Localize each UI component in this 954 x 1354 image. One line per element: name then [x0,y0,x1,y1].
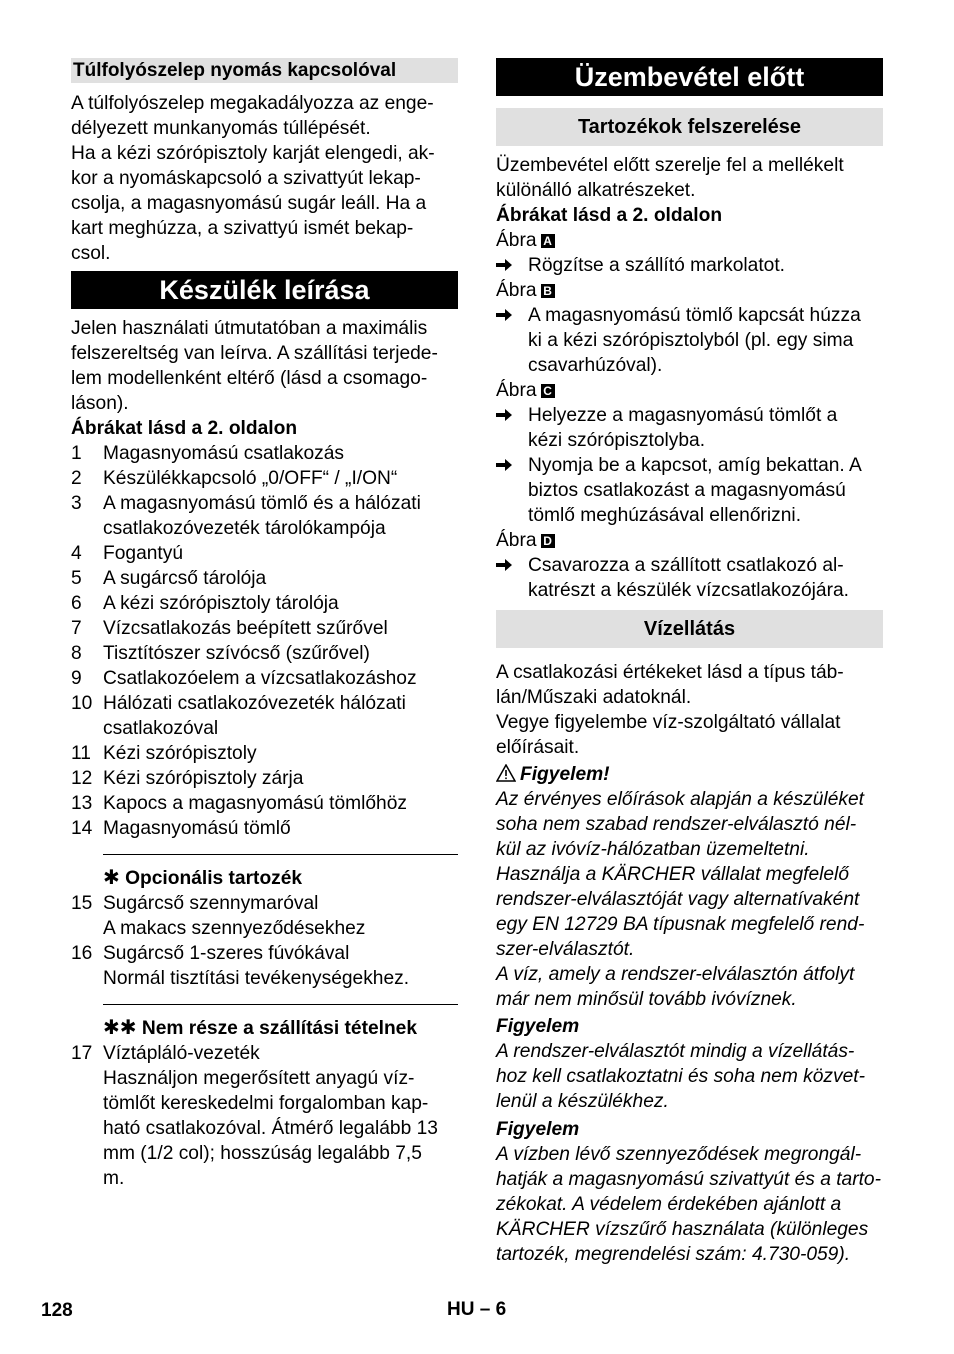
caution-text [496,1142,883,1267]
figure-letter-badge: D [541,534,555,548]
warning-heading [496,762,883,787]
item-text: Kapocs a magasnyomású tömlőhöz [103,793,407,814]
separator-line [103,1004,458,1005]
list-item [71,691,458,741]
item-text: Sugárcső szennymaróval [103,893,319,914]
water-supply-heading: Vízellátás [496,610,883,648]
instruction-step [496,253,883,278]
text-line: A víz, amely a rendszer-elválasztón átfolyt [496,964,855,985]
item-number: 8 [71,643,82,664]
item-text: Sugárcső 1-szeres fúvókával [103,943,350,964]
item-number: 9 [71,668,82,689]
step-text: Nyomja be a kapcsot, amíg bekattan. A [528,455,862,476]
caution-label: Figyelem [496,1016,580,1037]
list-item [71,566,458,591]
list-item [71,791,458,816]
item-number: 1 [71,443,82,464]
text-line: KÄRCHER vízszűrő használata (különleges [496,1219,869,1240]
warning-text [496,787,883,1012]
text-line: Használja a KÄRCHER vállalat megfelelő [496,864,849,885]
warning-triangle-icon [496,762,520,787]
item-text: Normál tisztítási tevékenységekhez. [103,968,410,989]
text-line: Ha a kézi szórópisztoly karját elengedi, ak- [71,143,435,164]
text-line: Jelen használati útmutatóban a maximális [71,318,428,339]
figure-label [496,228,883,253]
page-number: 128 [41,1300,73,1321]
step-text: csavarhúzóval). [528,355,663,376]
text-line: kart meghúzza, a szivattyú ismét bekap- [71,218,414,239]
item-number: 15 [71,893,93,914]
list-item [71,591,458,616]
step-text: Rögzítse a szállító markolatot. [528,255,786,276]
list-item [71,941,458,991]
text-line: hatják a magasnyomású szivattyút és a tarto- [496,1169,881,1190]
figure-letter-badge: A [541,234,555,248]
text-line: lem modellenként eltérő (lásd a csomago- [71,368,428,389]
item-number: 4 [71,543,82,564]
asterisk-icon: ✱ [103,867,120,889]
item-number: 12 [71,768,93,789]
text-line: különálló alkatrészeket. [496,180,696,201]
text-line: szer-elválasztót. [496,939,635,960]
item-text: csatlakozóvezeték tárolókampója [103,518,386,539]
step-text: katrészt a készülék vízcsatlakozójára. [528,580,849,601]
list-item [71,641,458,666]
item-text: csatlakozóval [103,718,219,739]
item-number: 3 [71,493,82,514]
step-text: tömlő meghúzásával ellenőrizni. [528,505,802,526]
text-line: délyezett munkanyomás túllépését. [71,118,371,139]
instruction-step [496,303,883,378]
right-column [496,58,883,1267]
overflow-valve-heading: Túlfolyószelep nyomás kapcsolóval [71,58,458,83]
figure-word: Ábra [496,280,537,301]
separator-line [103,854,458,855]
text-line: egy EN 12729 BA típusnak megfelelő rend- [496,914,865,935]
parts-list [71,441,458,841]
item-text: Víztápláló-vezeték [103,1043,260,1064]
list-item [71,766,458,791]
item-text: Kézi szórópisztoly [103,743,257,764]
item-text: Tisztítószer szívócső (szűrővel) [103,643,370,664]
figure-word: Ábra [496,380,537,401]
caution-text [496,1039,883,1114]
text-line: A túlfolyószelep megakadályozza az enge- [71,93,434,114]
arrow-right-icon [496,553,528,603]
not-included-heading-text: Nem része a szállítási tételnek [141,1018,418,1039]
step-text: ki a kézi szórópisztolyból (pl. egy sima [528,330,854,351]
list-item [71,491,458,541]
text-line: hoz kell csatlakoztatni és soha nem közvet- [496,1066,866,1087]
step-text: biztos csatlakozást a magasnyomású [528,480,846,501]
section-page-label: HU – 6 [447,1299,507,1320]
item-text: Magasnyomású csatlakozás [103,443,345,464]
step-text: A magasnyomású tömlő kapcsát húzza [528,305,861,326]
text-line: tartozék, megrendelési szám: 4.730-059). [496,1244,851,1265]
instruction-step [496,453,883,528]
item-number: 11 [71,743,91,764]
text-line: kor a nyomáskapcsoló a szivattyút lekap- [71,168,421,189]
item-text: Fogantyú [103,543,184,564]
text-line: Üzembevétel előtt szerelje fel a mellékelt [496,155,844,176]
text-line: csol. [71,243,111,264]
item-text: Kézi szórópisztoly zárja [103,768,304,789]
step-text: Csavarozza a szállított csatlakozó al- [528,555,844,576]
item-text: Csatlakozóelem a vízcsatlakozáshoz [103,668,417,689]
item-text: Hálózati csatlakozóvezeték hálózati [103,693,406,714]
figure-label [496,278,883,303]
text-line: soha nem szabad rendszer-elválasztó nél- [496,814,857,835]
accessories-intro [496,153,883,203]
figure-word: Ábra [496,530,537,551]
figures-reference: Ábrákat lásd a 2. oldalon [496,205,723,226]
instruction-step [496,403,883,453]
text-line: csolja, a magasnyomású sugár leáll. Ha a [71,193,427,214]
figure-letter-badge: B [541,284,555,298]
list-item [71,891,458,941]
instruction-step [496,553,883,603]
device-description-title: Készülék leírása [71,271,458,309]
text-line: lán/Műszaki adatoknál. [496,687,692,708]
item-text: ható csatlakozóval. Átmérő legalább 13 [103,1118,438,1139]
item-text: Készülékkapcsoló „0/OFF“ / „I/ON“ [103,468,398,489]
caution-label: Figyelem [496,1119,580,1140]
figure-letter-badge: C [541,384,555,398]
text-line: kül az ivóvíz-hálózatban üzemeltetni. [496,839,810,860]
text-line: már nem minősül tovább ivóvíznek. [496,989,797,1010]
step-text: Helyezze a magasnyomású tömlőt a [528,405,838,426]
item-text: A sugárcső tárolója [103,568,267,589]
text-line: előírásait. [496,737,580,758]
optional-heading-text: Opcionális tartozék [125,868,303,889]
item-text: tömlőt kereskedelmi forgalomban kap- [103,1093,429,1114]
text-line: láson). [71,393,129,414]
overflow-valve-text [71,91,458,266]
item-number: 10 [71,693,93,714]
arrow-right-icon [496,453,528,528]
text-line: zékokat. A védelem érdekében ajánlott a [496,1194,842,1215]
item-number: 16 [71,943,93,964]
item-text: A makacs szennyeződésekhez [103,918,366,939]
item-text: Használjon megerősített anyagú víz- [103,1068,415,1089]
text-line: rendszer-elválasztóját vagy alternatívaként [496,889,860,910]
list-item [71,666,458,691]
text-line: A rendszer-elválasztót mindig a vízellátás- [496,1041,855,1062]
water-supply-text [496,660,883,760]
item-number: 2 [71,468,82,489]
item-text: A magasnyomású tömlő és a hálózati [103,493,421,514]
item-text: mm (1/2 col); hosszúság legalább 7,5 [103,1143,422,1164]
item-number: 5 [71,568,82,589]
item-text: Magasnyomású tömlő [103,818,291,839]
figure-word: Ábra [496,230,537,251]
text-line: A csatlakozási értékeket lásd a típus táb- [496,662,844,683]
before-startup-title: Üzembevétel előtt [496,58,883,96]
device-description-text [71,316,458,416]
step-text: kézi szórópisztolyba. [528,430,706,451]
text-line: A vízben lévő szennyeződések megrongál- [496,1144,862,1165]
list-item [71,741,458,766]
text-line: lenül a készülékhez. [496,1091,669,1112]
item-number: 6 [71,593,82,614]
text-line: felszereltség van leírva. A szállítási terjede- [71,343,438,364]
warning-label: Figyelem! [520,764,610,785]
figure-label [496,528,883,553]
arrow-right-icon [496,403,528,453]
item-text: m. [103,1168,125,1189]
accessories-heading: Tartozékok felszerelése [496,108,883,146]
text-line: Az érvényes előírások alapján a készüléket [496,789,864,810]
item-text: Vízcsatlakozás beépített szűrővel [103,618,388,639]
item-number: 14 [71,818,93,839]
text-line: Vegye figyelembe víz-szolgáltató vállalat [496,712,841,733]
arrow-right-icon [496,303,528,378]
item-number: 7 [71,618,82,639]
arrow-right-icon [496,253,528,278]
list-item [71,441,458,466]
list-item [71,616,458,641]
item-text: A kézi szórópisztoly tárolója [103,593,339,614]
figure-label [496,378,883,403]
item-number: 13 [71,793,93,814]
figures-reference: Ábrákat lásd a 2. oldalon [71,418,298,439]
list-item [71,466,458,491]
list-item [71,1041,458,1191]
not-included-heading [71,1016,458,1041]
list-item [71,816,458,841]
left-column [71,58,458,1191]
item-number: 17 [71,1043,93,1064]
optional-accessory-heading [71,866,458,891]
double-asterisk-icon: ✱✱ [103,1017,137,1039]
list-item [71,541,458,566]
